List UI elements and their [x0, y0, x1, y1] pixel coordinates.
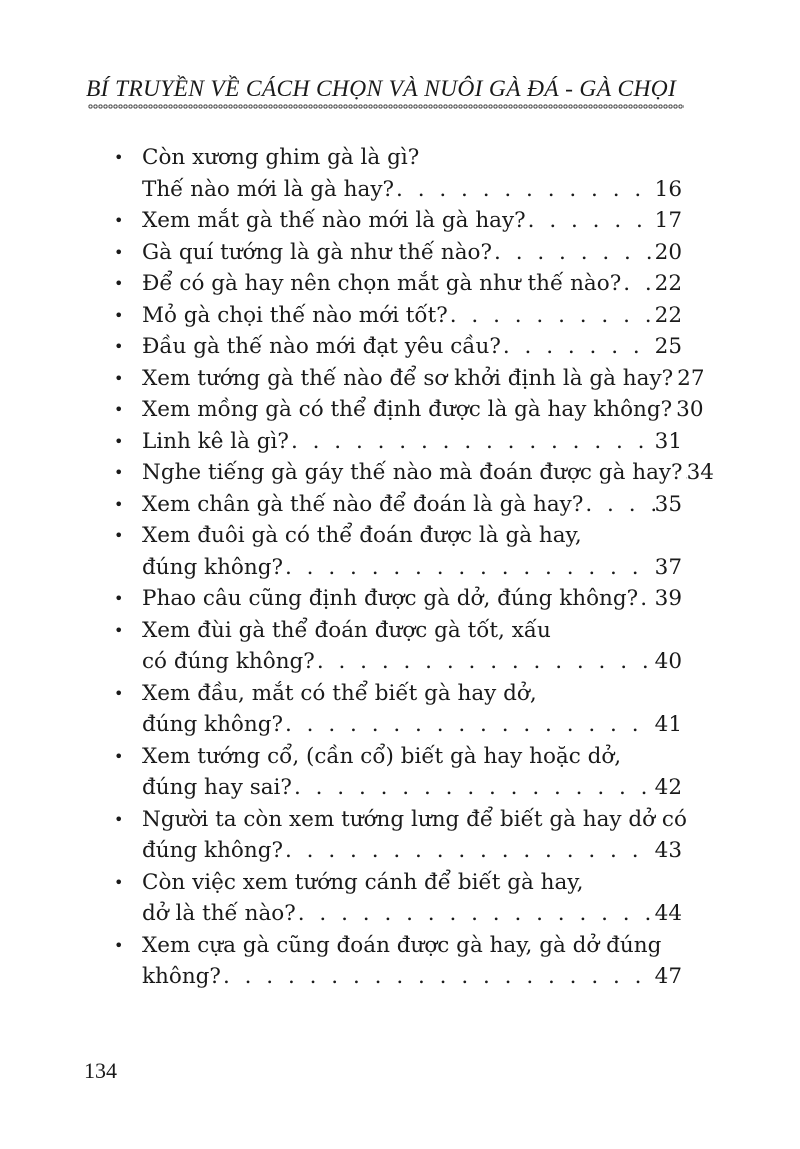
toc-entry-text: Để có gà hay nên chọn mắt gà như thế nào?	[142, 271, 622, 296]
toc-entry-text: Xem chân gà thế nào để đoán là gà hay?	[142, 491, 584, 517]
toc-entry-page: 47	[654, 964, 682, 989]
toc-entry-text: Còn xương ghim gà là gì?	[142, 145, 420, 170]
toc-entry-text: Xem đuôi gà có thể đoán được là gà hay,	[142, 523, 582, 548]
toc-entry	[112, 489, 682, 521]
dot-leader	[394, 174, 655, 206]
bullet-icon: •	[114, 589, 124, 608]
toc-entry	[112, 205, 682, 237]
dot-leader	[492, 237, 655, 269]
toc-entry	[112, 426, 682, 458]
toc-entry	[112, 300, 682, 332]
toc-entry-leader-line	[142, 363, 705, 395]
toc-entry-text: Phao câu cũng định được gà dở, đúng không?	[142, 586, 639, 611]
toc-entry-page: 44	[654, 901, 682, 926]
toc-entry-text: Xem đùi gà thể đoán được gà tốt, xấu	[142, 617, 551, 643]
bullet-icon: •	[114, 368, 124, 388]
bullet-icon: •	[114, 148, 124, 167]
toc-entry-leader-line	[142, 898, 682, 930]
toc-entry-text: Xem đầu, mắt có thể biết gà hay dở,	[142, 680, 537, 706]
bullet-icon: •	[114, 400, 124, 419]
bullet-icon: •	[114, 526, 124, 545]
toc-entry-page: 35	[654, 491, 682, 517]
bullet-icon: •	[114, 337, 124, 356]
toc-entry-text: Đầu gà thế nào mới đạt yêu cầu?	[142, 334, 501, 359]
toc-entry-page: 22	[654, 302, 682, 328]
toc-entry-leader-line	[142, 394, 704, 426]
dot-leader	[292, 772, 655, 804]
toc-entry-leader-line	[142, 268, 682, 300]
toc-entry	[112, 615, 682, 678]
toc-entry-leader-line	[142, 489, 682, 521]
toc-entry-text: Gà quí tướng là gà như thế nào?	[142, 239, 493, 265]
page-number: 134	[84, 1058, 117, 1083]
toc-entry-leader-line	[142, 583, 682, 615]
dot-leader	[501, 331, 655, 363]
toc-entry-page: 20	[654, 239, 682, 265]
bullet-icon: •	[114, 872, 124, 892]
bullet-icon: •	[114, 746, 124, 766]
toc-entry-page: 30	[676, 397, 704, 422]
dot-leader	[221, 961, 655, 993]
toc-entry-leader-line	[142, 646, 682, 678]
toc-entry-text: Xem cựa gà cũng đoán được gà hay, gà dở đúng	[142, 932, 662, 958]
toc-entry-page: 25	[654, 334, 682, 359]
toc-entry-text: Xem mồng gà có thể định được là gà hay không?	[142, 397, 673, 422]
dot-leader	[283, 709, 655, 741]
toc-entry	[112, 268, 682, 300]
running-header: BÍ TRUYỀN VỀ CÁCH CHỌN VÀ NUÔI GÀ ĐÁ - GÀ CHỌI	[86, 76, 677, 102]
dot-leader	[296, 898, 655, 930]
toc-entry-text: Còn việc xem tướng cánh để biết gà hay,	[142, 869, 584, 895]
toc-entry	[112, 867, 682, 930]
toc-entry-text: Linh kê là gì?	[142, 428, 289, 454]
toc-entry-text: Xem tướng cổ, (cần cổ) biết gà hay hoặc dở,	[142, 743, 622, 769]
bullet-icon: •	[114, 620, 124, 640]
toc-entry-page: 16	[654, 176, 682, 202]
dot-leader	[583, 489, 654, 521]
toc-entry	[112, 930, 682, 993]
toc-entry-leader-line	[142, 457, 714, 489]
toc-entry-leader-line	[142, 205, 682, 237]
toc-entry-page: 27	[677, 365, 705, 391]
toc-entry-page: 31	[654, 428, 682, 454]
toc-entry-text: Thế nào mới là gà hay?	[142, 176, 395, 202]
toc-entry-text: Nghe tiếng gà gáy thế nào mà đoán được gà hay?	[142, 460, 683, 485]
dot-leader	[448, 300, 655, 332]
toc-entry-page: 42	[654, 775, 682, 800]
toc-entry	[112, 457, 714, 489]
toc-entry	[112, 142, 682, 205]
bullet-icon: •	[114, 305, 124, 325]
toc-entry	[112, 331, 682, 363]
toc-entry	[112, 583, 682, 615]
toc-entry-leader-line	[142, 961, 682, 993]
bullet-icon: •	[114, 809, 124, 829]
toc-entry	[112, 741, 682, 804]
dot-leader	[621, 268, 654, 300]
toc-entry-leader-line	[142, 300, 682, 332]
bullet-icon: •	[114, 242, 124, 262]
toc-entry-page: 34	[686, 460, 714, 485]
toc-entry	[112, 237, 682, 269]
toc-entry	[112, 520, 682, 583]
toc-entry	[112, 678, 682, 741]
dot-leader	[289, 426, 655, 458]
bullet-icon: •	[114, 431, 124, 451]
toc-entry-text: dở là thế nào?	[142, 901, 296, 926]
toc-entry-page: 40	[654, 649, 682, 674]
bullet-icon: •	[114, 935, 124, 955]
header-ornamental-rule	[88, 104, 684, 109]
toc-entry-leader-line	[142, 331, 682, 363]
dot-leader	[283, 835, 655, 867]
toc-entry-page: 37	[654, 554, 682, 580]
toc-entry-text: có đúng không?	[142, 649, 315, 674]
toc-entry-page: 41	[654, 712, 682, 737]
toc-entry-leader-line	[142, 237, 682, 269]
toc-entry	[112, 363, 705, 395]
bullet-icon: •	[114, 211, 124, 230]
dot-leader	[638, 583, 654, 615]
bullet-icon: •	[114, 274, 124, 293]
bullet-icon: •	[114, 494, 124, 514]
table-of-contents	[112, 142, 714, 993]
toc-entry	[112, 804, 687, 867]
toc-entry-page: 39	[654, 586, 682, 611]
bullet-icon: •	[114, 463, 124, 482]
dot-leader	[526, 205, 655, 237]
toc-entry-leader-line	[142, 772, 682, 804]
toc-entry-text: đúng không?	[142, 838, 284, 863]
dot-leader	[315, 646, 655, 678]
toc-entry-text: Người ta còn xem tướng lưng để biết gà hay dở có	[142, 806, 687, 832]
toc-entry-text: không?	[142, 964, 221, 989]
toc-entry-leader-line	[142, 552, 682, 584]
bullet-icon: •	[114, 683, 124, 703]
toc-entry-leader-line	[142, 835, 682, 867]
dot-leader	[283, 552, 655, 584]
toc-entry	[112, 394, 704, 426]
toc-entry-text: đúng hay sai?	[142, 775, 292, 800]
toc-entry-leader-line	[142, 174, 682, 206]
toc-entry-text: Mỏ gà chọi thế nào mới tốt?	[142, 302, 448, 328]
toc-entry-page: 17	[654, 208, 682, 233]
toc-entry-leader-line	[142, 426, 682, 458]
toc-entry-text: Xem tướng gà thế nào để sơ khởi định là gà hay?	[142, 365, 674, 391]
toc-entry-page: 43	[654, 838, 682, 863]
toc-entry-text: đúng không?	[142, 712, 284, 737]
toc-entry-leader-line	[142, 709, 682, 741]
toc-entry-text: Xem mắt gà thế nào mới là gà hay?	[142, 208, 526, 233]
toc-entry-page: 22	[654, 271, 682, 296]
toc-entry-text: đúng không?	[142, 554, 284, 580]
